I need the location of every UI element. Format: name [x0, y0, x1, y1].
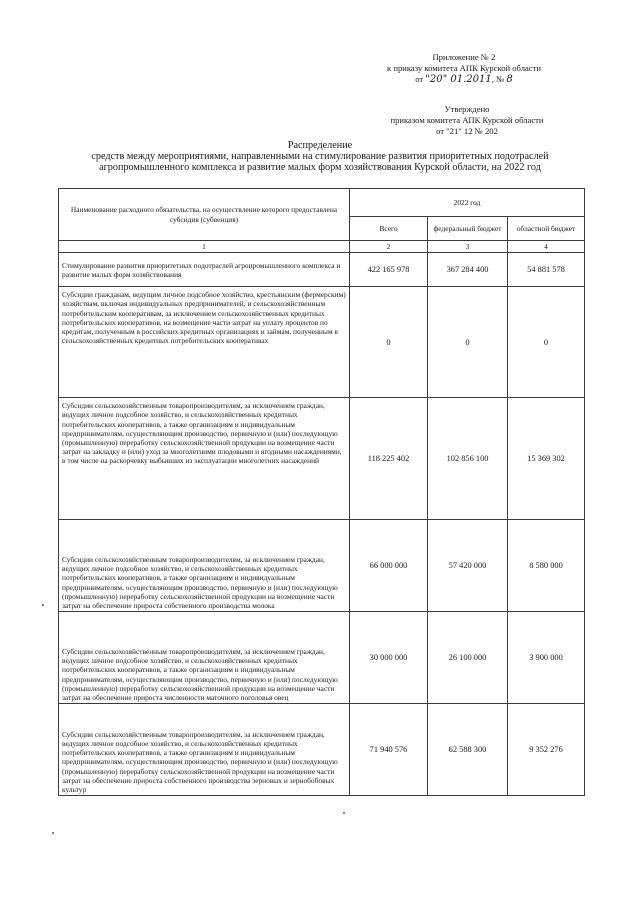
appendix-handwritten-number: 8 [506, 74, 513, 85]
header-year: 2022 год [350, 189, 585, 217]
row-total: 30 000 000 [350, 612, 428, 704]
column-number: 1 [59, 241, 350, 253]
row-regional: 9 352 276 [508, 704, 585, 796]
row-name: Субсидии сельскохозяйственным товаропроизводителям, за исключением граждан, ведущих личное подсобное хозяйство, и сельскохозяйственных кредитных потребительских кооперативов, а также организациям и индивидуальным предпринимателям, осуществляющим производство, первичную и (или) последующую (промышленную) переработку сельскохозяйственной продукции на возмещение части затрат на обеспечение прироста численности маточного поголовья овец [59, 612, 350, 704]
title-line-2: средств между мероприятиями, направленными на стимулирование развития приоритетных подотраслей [91, 151, 549, 162]
row-regional: 0 [508, 287, 585, 398]
scan-speck [42, 604, 44, 606]
row-regional: 54 881 578 [508, 253, 585, 287]
row-total: 71 940 576 [350, 704, 428, 796]
header-total: Всего [350, 217, 428, 241]
approval-block [372, 104, 562, 137]
table-row [59, 612, 585, 704]
row-total: 66 000 000 [350, 520, 428, 612]
table-row [59, 520, 585, 612]
scan-speck [52, 832, 54, 834]
table-row [59, 287, 585, 398]
header-federal: федеральный бюджет [428, 217, 508, 241]
appendix-handwritten-date: "20" 01.2011 [425, 74, 492, 85]
row-name: Субсидии сельскохозяйственным товаропроизводителям, за исключением граждан, ведущих личное подсобное хозяйство, и сельскохозяйственных кредитных потребительских кооперативов, а также организациям и индивидуальным предпринимателям, осуществляющим производство, первичную и (или) последующую (промышленную) переработку сельскохозяйственной продукции на возмещение части затрат на обеспечение прироста собственного производства зерновых и зернобобовых культур [59, 704, 350, 796]
appendix-date-line [368, 74, 560, 85]
appendix-line-1: Приложение № 2 [432, 52, 496, 62]
table-row [59, 704, 585, 796]
row-federal: 0 [428, 287, 508, 398]
approval-line-3: от "21" 12 № 202 [436, 126, 498, 136]
row-total: 0 [350, 287, 428, 398]
document-title [40, 140, 600, 173]
distribution-table [58, 188, 585, 796]
title-line-3: агропромышленного комплекса и развитие малых форм хозяйствования Курской области, на 2022 год [99, 162, 541, 173]
column-number-row [59, 241, 585, 253]
row-regional: 3 900 000 [508, 612, 585, 704]
row-regional: 15 369 302 [508, 398, 585, 520]
appendix-block [368, 52, 560, 85]
header-name-column: Наименование расходного обязательства, на осуществление которого предоставлена субсидия (субвенция) [59, 189, 350, 241]
title-line-1: Распределение [287, 140, 353, 151]
appendix-number-prefix: , № [491, 74, 505, 84]
row-federal: 26 100 000 [428, 612, 508, 704]
row-regional: 8 580 000 [508, 520, 585, 612]
scan-speck [343, 812, 345, 814]
row-federal: 367 284 400 [428, 253, 508, 287]
row-federal: 62 588 300 [428, 704, 508, 796]
header-regional: областной бюджет [508, 217, 585, 241]
table-row [59, 398, 585, 520]
row-name: Субсидии сельскохозяйственным товаропроизводителям, за исключением граждан, ведущих личное подсобное хозяйство, и сельскохозяйственных кредитных потребительских кооперативов, а также организациям и индивидуальным предпринимателям, осуществляющим производство, первичную и (или) последующую (промышленную) переработку сельскохозяйственной продукции на возмещение части затрат на обеспечение прироста собственного производства молока [59, 520, 350, 612]
row-name: Стимулирование развития приоритетных подотраслей агропромышленного комплекса и развитие малых форм хозяйствования [59, 253, 350, 287]
approval-line-1: Утверждено [444, 104, 490, 114]
row-name: Субсидии гражданам, ведущим личное подсобное хозяйство, крестьянским (фермерским) хозяйствам, включая индивидуальных предпринимателей, и сельскохозяйственным потребительским кооперативам, за исключением сельскохозяйственных кредитных потребительских кооперативов, на возмещение части затрат на уплату процентов по кредитам, полученным в российских кредитных организациях и займам, полученным в сельскохозяйственных кредитных потребительских кооперативах [59, 287, 350, 398]
row-federal: 102 856 100 [428, 398, 508, 520]
appendix-date-prefix: от [415, 74, 424, 84]
column-number: 2 [350, 241, 428, 253]
table-row [59, 253, 585, 287]
row-total: 118 225 402 [350, 398, 428, 520]
row-name: Субсидии сельскохозяйственным товаропроизводителям, за исключением граждан, ведущих личное подсобное хозяйство, и сельскохозяйственных кредитных потребительских кооперативов, а также организациям и индивидуальным предпринимателям, осуществляющим производство, первичную и (или) последующую (промышленную) переработку сельскохозяйственной продукции на возмещение части затрат на закладку и (или) уход за многолетними плодовыми и ягодными насаждениями, в том числе на раскорчевку выбывших из эксплуатации многолетних насаждений [59, 398, 350, 520]
table-header-row [59, 189, 585, 217]
column-number: 3 [428, 241, 508, 253]
column-number: 4 [508, 241, 585, 253]
row-total: 422 165 978 [350, 253, 428, 287]
appendix-line-2: к приказу комитета АПК Курской области [387, 63, 541, 73]
approval-line-2: приказом комитета АПК Курской области [390, 115, 544, 125]
row-federal: 57 420 000 [428, 520, 508, 612]
